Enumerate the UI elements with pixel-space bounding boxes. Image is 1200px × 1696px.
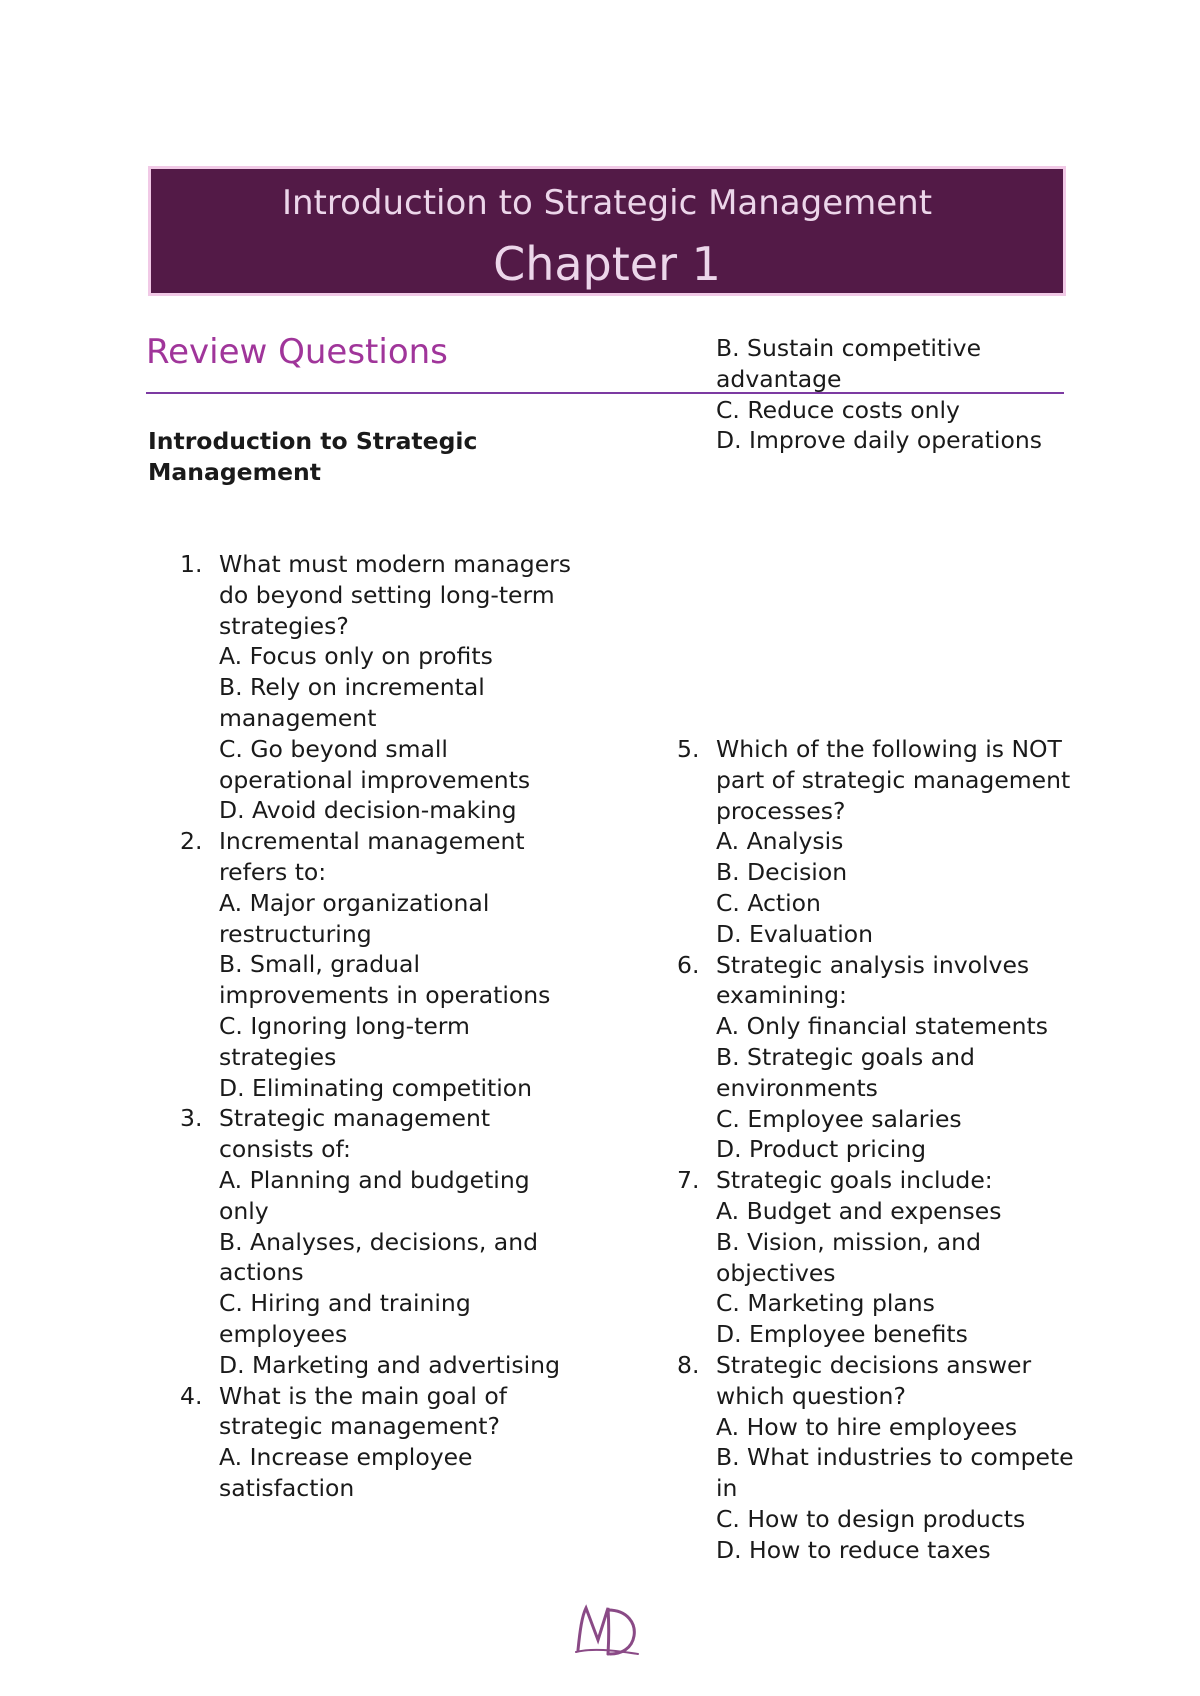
- question-item: [643, 950, 1078, 1166]
- option: C. How to design products: [716, 1504, 1026, 1533]
- question-text: What must modern managers do beyond setting long-term strategies?: [219, 550, 572, 640]
- question-number: 4.: [180, 1381, 203, 1410]
- question-item: [643, 1165, 1078, 1350]
- question-text: Incremental management refers to:: [219, 827, 525, 886]
- option: A. How to hire employees: [716, 1412, 1018, 1441]
- option: D. How to reduce taxes: [716, 1535, 991, 1564]
- option: B. Strategic goals and environments: [716, 1042, 975, 1102]
- question-item: [643, 1350, 1078, 1566]
- question-number: 1.: [180, 550, 203, 578]
- question-text: Strategic analysis involves examining:: [716, 950, 1030, 1010]
- option: A. Focus only on profits: [219, 642, 493, 671]
- option: D. Employee benefits: [716, 1320, 968, 1349]
- option: A. Increase employee satisfaction: [219, 1443, 473, 1502]
- question-number: 2.: [180, 827, 203, 856]
- option: D. Marketing and advertising: [219, 1350, 560, 1379]
- question-list-right: [643, 734, 1078, 1566]
- section-heading: Introduction to Strategic Management: [148, 427, 478, 486]
- question-item: [146, 1381, 586, 1504]
- option: C. Go beyond small operational improvements: [219, 734, 531, 794]
- question-list-left: [146, 549, 586, 1504]
- option: A. Planning and budgeting only: [219, 1165, 530, 1225]
- question-item: [643, 734, 1078, 950]
- banner-chapter: Chapter 1: [493, 237, 721, 291]
- option: B. Small, gradual improvements in operations: [219, 950, 551, 1010]
- option: A. Only financial statements: [716, 1012, 1048, 1041]
- question-number: 3.: [180, 1104, 203, 1133]
- option: A. Major organizational restructuring: [219, 888, 490, 948]
- option: D. Avoid decision-making: [219, 796, 517, 825]
- option: B. Decision: [716, 858, 848, 887]
- option: A. Budget and expenses: [716, 1196, 1002, 1225]
- option: C. Ignoring long-term strategies: [219, 1011, 470, 1071]
- option: B. Rely on incremental management: [219, 673, 485, 732]
- chapter-banner: [148, 166, 1066, 296]
- question-item: [146, 1103, 586, 1380]
- question-number: 8.: [677, 1350, 700, 1379]
- option: C. Action: [716, 888, 821, 917]
- question-number: 5.: [677, 735, 700, 763]
- q4-continued-options: [716, 333, 1076, 456]
- question-text: What is the main goal of strategic management?: [219, 1381, 508, 1441]
- option: C. Reduce costs only: [716, 395, 960, 424]
- question-text: Strategic management consists of:: [219, 1104, 491, 1164]
- option: D. Improve daily operations: [716, 426, 1042, 455]
- question-text: Strategic decisions answer which question?: [716, 1350, 1032, 1410]
- option: C. Marketing plans: [716, 1289, 935, 1318]
- option: D. Evaluation: [716, 919, 874, 948]
- question-text: Strategic goals include:: [716, 1166, 993, 1195]
- question-number: 6.: [677, 950, 700, 979]
- question-number: 7.: [677, 1166, 700, 1195]
- question-item: [146, 826, 586, 1103]
- option: D. Eliminating competition: [219, 1073, 533, 1102]
- option: B. Sustain competitive advantage: [716, 334, 982, 393]
- option: B. Vision, mission, and objectives: [716, 1227, 981, 1287]
- option: A. Analysis: [716, 827, 844, 856]
- option: B. Analyses, decisions, and actions: [219, 1227, 539, 1287]
- banner-subtitle: Introduction to Strategic Management: [281, 183, 933, 223]
- review-questions-title: Review Questions: [146, 332, 448, 372]
- option: C. Employee salaries: [716, 1104, 962, 1133]
- question-item: [146, 549, 586, 826]
- option: D. Product pricing: [716, 1135, 927, 1164]
- option: C. Hiring and training employees: [219, 1289, 471, 1348]
- md-monogram-logo-icon: [572, 1600, 642, 1660]
- option: B. What industries to compete in: [716, 1443, 1074, 1503]
- question-text: Which of the following is NOT part of strategic management processes?: [716, 735, 1071, 825]
